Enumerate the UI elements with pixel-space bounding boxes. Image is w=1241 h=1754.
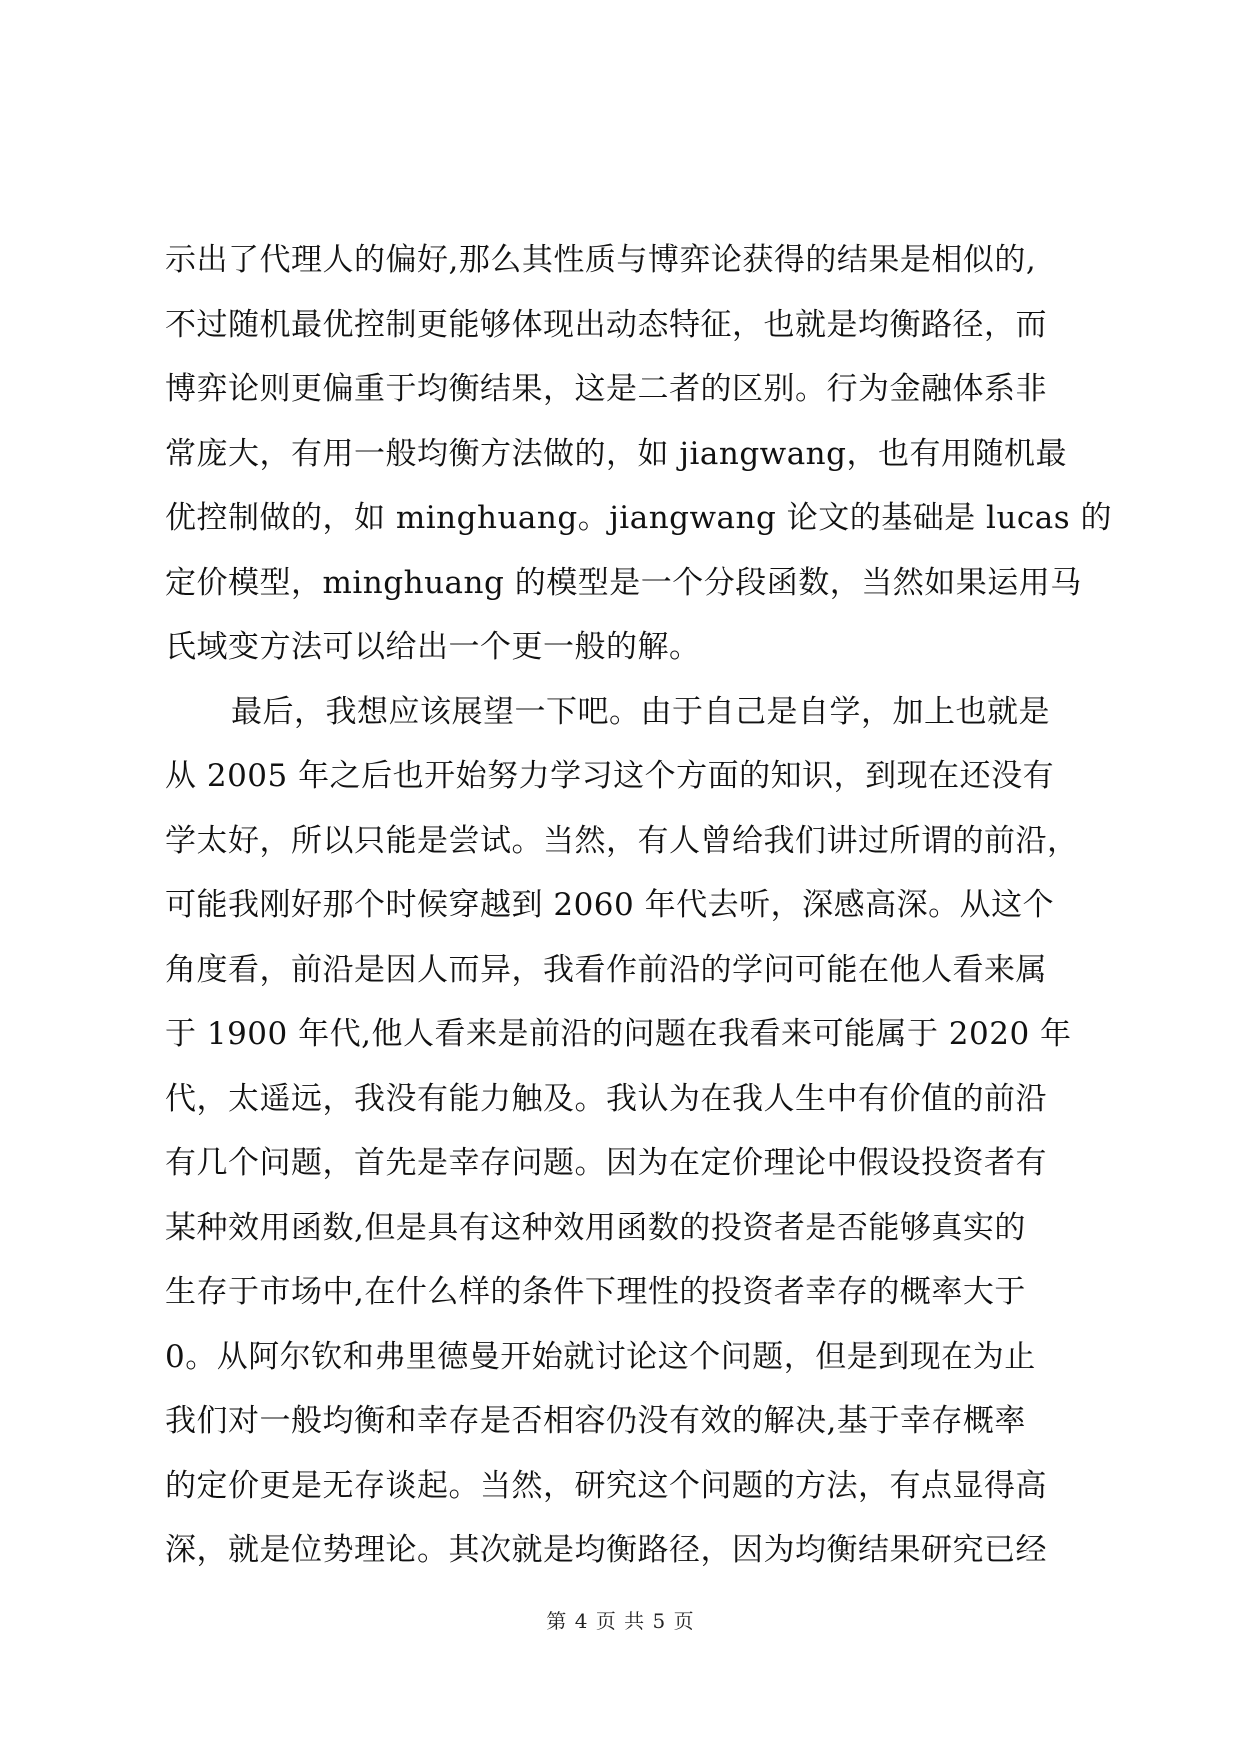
- text-line: 深，就是位势理论。其次就是均衡路径，因为均衡结果研究已经: [165, 1532, 1047, 1568]
- text-line: 学太好，所以只能是尝试。当然，有人曾给我们讲过所谓的前沿，: [165, 822, 1079, 859]
- text-line: 常庞大，有用一般均衡方法做的，如 jiangwang，也有用随机最: [165, 435, 1067, 472]
- text-line: 可能我刚好那个时候穿越到 2060 年代去听，深感高深。从这个: [165, 887, 1055, 923]
- page-number-footer: 第 4 页 共 5 页: [546, 1609, 695, 1633]
- text-line: 某种效用函数,但是具有这种效用函数的投资者是否能够真实的: [165, 1209, 1026, 1246]
- text-line: 从 2005 年之后也开始努力学习这个方面的知识，到现在还没有: [165, 758, 1055, 794]
- text-line: 不过随机最优控制更能够体现出动态特征，也就是均衡路径，而: [165, 306, 1047, 343]
- text-line: 优控制做的，如 minghuang。jiangwang 论文的基础是 lucas 的: [165, 500, 1113, 536]
- text-line: 我们对一般均衡和幸存是否相容仍没有效的解决,基于幸存概率: [165, 1403, 1026, 1439]
- text-line: 有几个问题，首先是幸存问题。因为在定价理论中假设投资者有: [165, 1145, 1047, 1181]
- text-line: 于 1900 年代,他人看来是前沿的问题在我看来可能属于 2020 年: [165, 1016, 1072, 1052]
- text-line: 代，太遥远，我没有能力触及。我认为在我人生中有价值的前沿: [165, 1080, 1047, 1117]
- text-line: 定价模型，minghuang 的模型是一个分段函数，当然如果运用马: [165, 564, 1082, 601]
- text-line: 博弈论则更偏重于均衡结果，这是二者的区别。行为金融体系非: [165, 371, 1047, 407]
- text-line: 生存于市场中,在什么样的条件下理性的投资者幸存的概率大于: [165, 1274, 1026, 1310]
- body-text: [165, 228, 1125, 1583]
- text-line: 角度看，前沿是因人而异，我看作前沿的学问可能在他人看来属: [165, 951, 1047, 988]
- text-line: 氏域变方法可以给出一个更一般的解。: [165, 629, 701, 665]
- text-line-paragraph-start: 最后，我想应该展望一下吧。由于自己是自学，加上也就是: [231, 693, 1050, 730]
- text-line: 的定价更是无存谈起。当然，研究这个问题的方法，有点显得高: [165, 1467, 1047, 1504]
- text-line: 示出了代理人的偏好,那么其性质与博弈论获得的结果是相似的,: [165, 242, 1037, 278]
- text-line: 0。从阿尔钦和弗里德曼开始就讨论这个问题，但是到现在为止: [165, 1338, 1036, 1375]
